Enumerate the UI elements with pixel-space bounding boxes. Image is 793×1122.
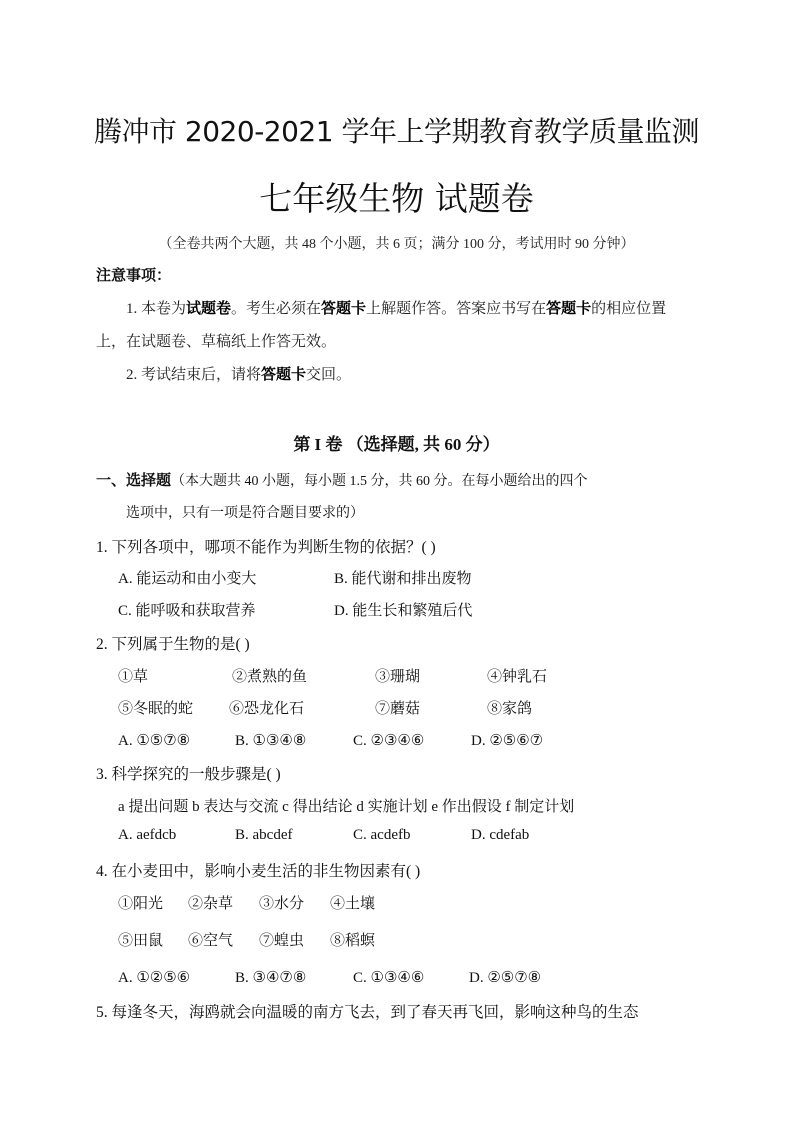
question-3-option-a[interactable]: A. aefdcb bbox=[118, 827, 177, 843]
question-2-option-d[interactable]: D. ②⑤⑥⑦ bbox=[471, 733, 544, 749]
question-3-option-c[interactable]: C. acdefb bbox=[353, 827, 411, 843]
question-4-item: ④土壤 bbox=[330, 896, 376, 912]
notice-item-1-continued: 上，在试题卷、草稿纸上作答无效。 bbox=[96, 334, 337, 350]
section-title: 第 I 卷 （选择题, 共 60 分） bbox=[293, 435, 500, 454]
question-2-item: ②煮熟的鱼 bbox=[232, 669, 308, 685]
question-2-item: ⑦蘑菇 bbox=[375, 701, 421, 717]
question-3-option-d[interactable]: D. cdefab bbox=[471, 827, 530, 843]
part-heading: 一、选择题（本大题共 40 小题，每小题 1.5 分，共 60 分。在每小题给出的四个 bbox=[96, 473, 588, 489]
question-3-steps: a 提出问题 b 表达与交流 c 得出结论 d 实施计划 e 作出假设 f 制定计划 bbox=[118, 799, 575, 815]
question-1-option-d[interactable]: D. 能生长和繁殖后代 bbox=[334, 603, 473, 619]
question-2-item: ④钟乳石 bbox=[487, 669, 548, 685]
question-2-item: ③珊瑚 bbox=[375, 669, 421, 685]
notice-item-1: 1. 本卷为试题卷。考生必须在答题卡上解题作答。答案应书写在答题卡的相应位置 bbox=[126, 301, 667, 317]
exam-title: 腾冲市 2020-2021 学年上学期教育教学质量监测 bbox=[94, 115, 699, 148]
question-4-option-c[interactable]: C. ①③④⑥ bbox=[353, 970, 425, 986]
question-1-option-c[interactable]: C. 能呼吸和获取营养 bbox=[118, 603, 256, 619]
question-2-stem: 2. 下列属于生物的是( ) bbox=[96, 636, 250, 653]
question-2-item: ⑤冬眠的蛇 bbox=[118, 701, 194, 717]
question-4-item: ⑧稻螟 bbox=[330, 933, 376, 949]
question-2-option-c[interactable]: C. ②③④⑥ bbox=[353, 733, 425, 749]
question-2-item: ⑥恐龙化石 bbox=[229, 701, 305, 717]
question-2-option-b[interactable]: B. ①③④⑧ bbox=[235, 733, 307, 749]
question-4-stem: 4. 在小麦田中，影响小麦生活的非生物因素有( ) bbox=[96, 863, 421, 880]
question-4-item: ②杂草 bbox=[188, 896, 234, 912]
question-4-option-a[interactable]: A. ①②⑤⑥ bbox=[118, 970, 191, 986]
notice-heading: 注意事项： bbox=[96, 268, 172, 284]
exam-info: （全卷共两个大题，共 48 个小题，共 6 页；满分 100 分，考试用时 90 分钟） bbox=[158, 237, 635, 252]
question-5-stem: 5. 每逢冬天，海鸥就会向温暖的南方飞去，到了春天再飞回，影响这种鸟的生态 bbox=[96, 1004, 639, 1021]
notice-item-2: 2. 考试结束后，请将答题卡交回。 bbox=[126, 367, 352, 383]
question-1-stem: 1. 下列各项中，哪项不能作为判断生物的依据？( ) bbox=[96, 539, 436, 556]
part-description: 选项中，只有一项是符合题目要求的） bbox=[126, 506, 364, 521]
question-4-item: ⑤田鼠 bbox=[118, 933, 164, 949]
question-4-item: ③水分 bbox=[259, 896, 305, 912]
question-3-stem: 3. 科学探究的一般步骤是( ) bbox=[96, 766, 281, 783]
question-1-option-a[interactable]: A. 能运动和由小变大 bbox=[118, 571, 257, 587]
question-4-item: ⑦蝗虫 bbox=[259, 933, 305, 949]
question-4-item: ①阳光 bbox=[118, 896, 164, 912]
question-2-item: ①草 bbox=[118, 669, 149, 685]
question-4-option-d[interactable]: D. ②⑤⑦⑧ bbox=[469, 970, 542, 986]
question-2-option-a[interactable]: A. ①⑤⑦⑧ bbox=[118, 733, 191, 749]
question-4-item: ⑥空气 bbox=[188, 933, 234, 949]
question-1-option-b[interactable]: B. 能代谢和排出废物 bbox=[334, 571, 472, 587]
paper-subtitle: 七年级生物 试题卷 bbox=[259, 179, 534, 218]
question-3-option-b[interactable]: B. abcdef bbox=[235, 827, 293, 843]
question-4-option-b[interactable]: B. ③④⑦⑧ bbox=[235, 970, 307, 986]
question-2-item: ⑧家鸽 bbox=[487, 701, 533, 717]
